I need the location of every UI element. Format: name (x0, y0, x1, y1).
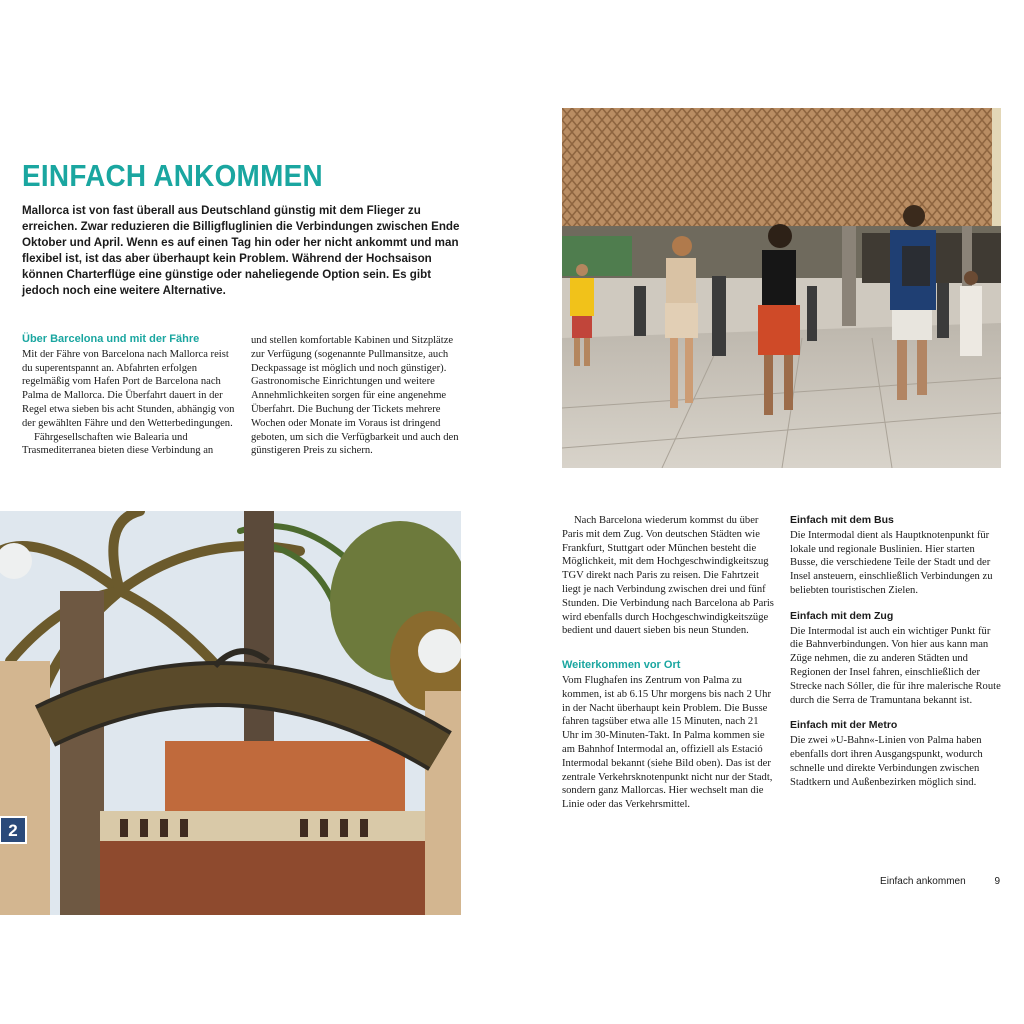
paragraph: Mit der Fähre von Barcelona nach Mallorca reist du superentspannt an. Abfahrten erfolgen regelmäßig vom Hafen Port de Barcelona nach Palma de Mallorca. Die Überfahrt dauert in der Regel etwa sieben bis acht Stunden, abhängig von der gewählten Fähre und den Wetterbedingungen. (22, 348, 235, 429)
section-heading-train: Einfach mit dem Zug (790, 609, 894, 622)
intro-paragraph: Mallorca ist von fast überall aus Deutschland günstig mit dem Flieger zu erreichen. Zwar reduzieren die Billigfluglinien die Verbindungen zwischen Ende Oktober und April. Wenn es auf einen Tag hin oder her nicht ankommt und man flexibel ist, ist das aber überhaupt kein Problem. Während der Hochsaison können Charterflüge eine günstige oder naheliegende Option sein. Es gibt jedoch noch eine weitere Alternative. (22, 204, 460, 297)
section-heading-local: Weiterkommen vor Ort (562, 659, 681, 672)
page-footer (880, 876, 1000, 887)
section-heading-ferry: Über Barcelona und mit der Fähre (22, 333, 200, 345)
column-ferry-2 (251, 334, 465, 458)
column-transport (790, 514, 1004, 789)
paragraph: Die zwei »U-Bahn«-Linien von Palma haben ebenfalls dort ihren Ausgangspunkt, wodurch schnelle und direkte Verbindungen zwischen Stadtkern und Außenbezirken möglich sind. (790, 735, 983, 788)
paragraph: Nach Barcelona wiederum kommst du über Paris mit dem Zug. Von deutschen Städten wie Frankfurt, Stuttgart oder München besteht die Möglichkeit, mit dem Hochgeschwindigkeitszug TGV direkt nach Paris zu reisen. Die Fahrtzeit liegt je nach Verbindung zwischen drei und fünf Stunden. Die Verbindung nach Barcelona ab Paris wird ebenfalls durch Hochgeschwindigkeitszüge bedient und dauert sieben bis neun Stunden. (562, 515, 774, 637)
photo-soller-railway-gate-drawing (0, 511, 461, 915)
column-ferry-1 (22, 333, 238, 458)
gate-number-plate: 2 (8, 821, 18, 840)
paragraph: Die Intermodal dient als Hauptknotenpunkt für lokale und regionale Buslinien. Hier starten Busse, die verschiedene Teile der Stadt und der Insel ansteuern, einschließlich Verbindungen zu beliebten touristischen Zielen. (790, 529, 993, 596)
paragraph: Vom Flughafen ins Zentrum von Palma zu kommen, ist ab 6.15 Uhr morgens bis nach 2 Uhr in der Nacht überhaupt kein Problem. Die Busse fahren tagsüber etwa alle 15 Minuten, nach 21 Uhr im 30-Minuten-Takt. In Palma kommen sie am Bahnhof Intermodal an, offiziell als Estació Intermodal bekannt (siehe Bild oben). Das ist der zentrale Verkehrsknotenpunkt nicht nur der Stadt, sondern ganz Mallorcas. Hier wechselt man die Linie oder das Verkehrsmittel. (562, 674, 773, 811)
photo-intermodal-plaza-drawing (562, 108, 1001, 468)
page-title: EINFACH ANKOMMEN (22, 158, 323, 193)
page-number: 9 (994, 876, 1000, 887)
column-train (562, 514, 776, 812)
section-heading-metro: Einfach mit der Metro (790, 719, 898, 732)
paragraph: Die Intermodal ist auch ein wichtiger Punkt für die Bahnverbindungen. Von hier aus kann man Züge nehmen, die zu anderen Städten und Regionen der Insel fahren, einschließlich der Strecke nach Sóller, die für ihre malerische Route durch die Serra de Tramuntana bekannt ist. (790, 625, 1001, 706)
paragraph: und stellen komfortable Kabinen und Sitzplätze zur Verfügung (sogenannte Pullmansitze, auch Deckpassage ist möglich und noch günstiger). Gastronomische Einrichtungen und weitere Annehmlichkeiten sorgen für eine angenehme Überfahrt. Die Buchung der Tickets mehrere Wochen oder Monate im Voraus ist dringend geboten, um sich die Verfügbarkeit und auch den günstigeren Preis zu sichern. (251, 335, 459, 457)
photo-intermodal-plaza (562, 108, 1001, 468)
footer-section-title: Einfach ankommen (880, 876, 966, 887)
photo-soller-railway-gate (0, 511, 461, 915)
paragraph: Fährgesellschaften wie Balearia und Trasmediterranea bieten diese Verbindung an (22, 431, 214, 457)
section-heading-bus: Einfach mit dem Bus (790, 514, 894, 526)
